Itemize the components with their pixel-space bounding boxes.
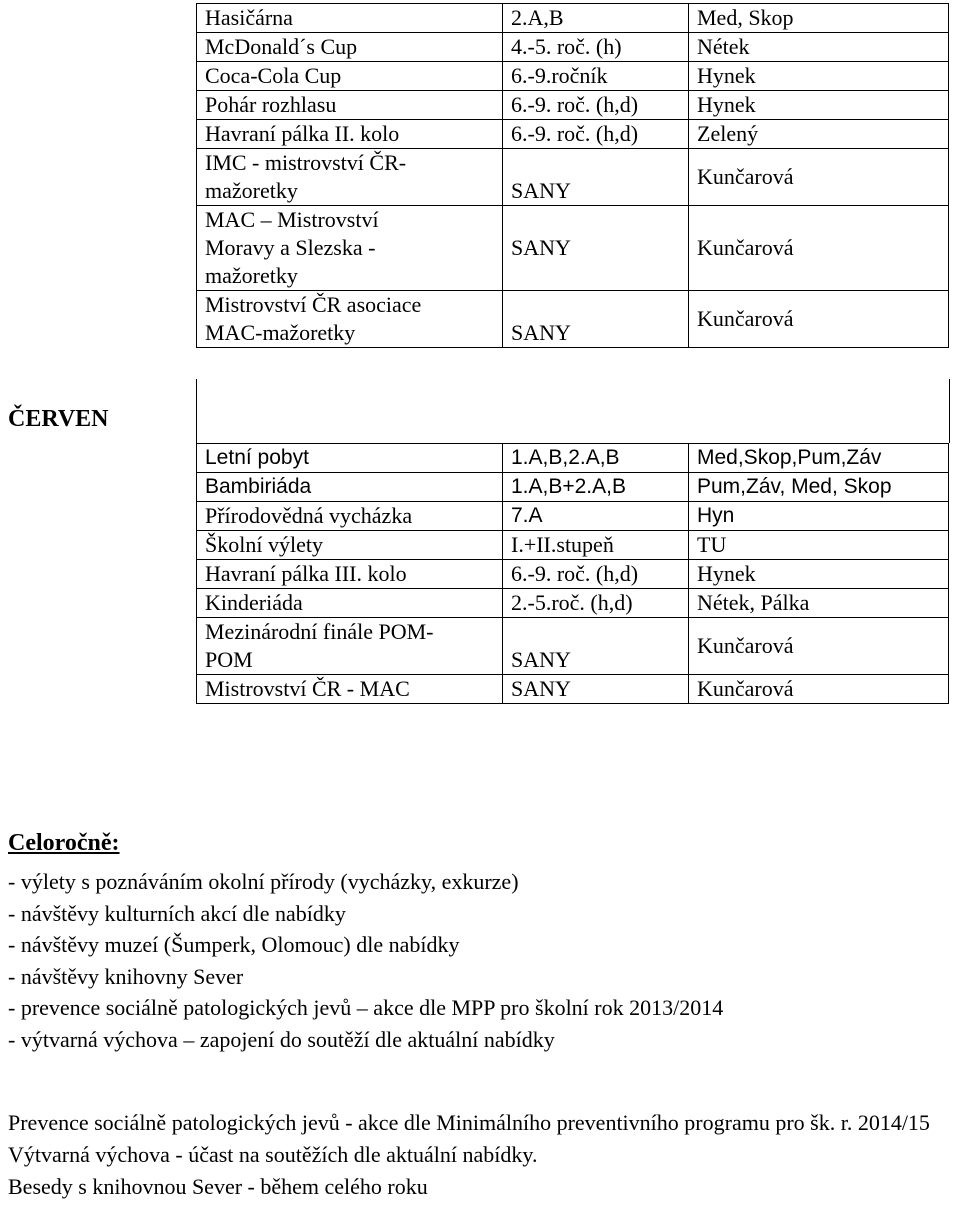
table-row	[197, 149, 949, 206]
class-cell: SANY	[503, 618, 689, 675]
teacher-cell: Kunčarová	[689, 618, 949, 675]
event-cell: Přírodovědná vycházka	[197, 502, 503, 531]
year-round-list	[8, 866, 723, 1055]
table-row	[197, 91, 949, 120]
class-cell: 7.A	[503, 502, 689, 531]
teacher-cell: Hyn	[689, 502, 949, 531]
event-cell: Coca-Cola Cup	[197, 62, 503, 91]
table-row	[197, 502, 949, 531]
class-cell: SANY	[503, 206, 689, 291]
month-label: ČERVEN	[8, 406, 109, 432]
teacher-cell: Hynek	[689, 62, 949, 91]
teacher-cell: TU	[689, 531, 949, 560]
class-cell: SANY	[503, 675, 689, 704]
note-line: Prevence sociálně patologických jevů - akce dle Minimálního preventivního programu pro šk. r. 2014/15	[8, 1110, 930, 1135]
table-row	[197, 531, 949, 560]
teacher-cell: Kunčarová	[689, 206, 949, 291]
class-cell: 6.-9.ročník	[503, 62, 689, 91]
table-row	[197, 473, 949, 502]
class-cell: 6.-9. roč. (h,d)	[503, 120, 689, 149]
event-cell: Havraní pálka III. kolo	[197, 560, 503, 589]
event-cell: Bambiriáda	[197, 473, 503, 502]
list-item: - návštěvy muzeí (Šumperk, Olomouc) dle nabídky	[8, 932, 460, 957]
event-cell: Mistrovství ČR - MAC	[197, 675, 503, 704]
teacher-cell: Zelený	[689, 120, 949, 149]
note-line: Besedy s knihovnou Sever - během celého roku	[8, 1174, 428, 1199]
class-cell: 4.-5. roč. (h)	[503, 33, 689, 62]
teacher-cell: Kunčarová	[689, 149, 949, 206]
teacher-cell: Kunčarová	[689, 291, 949, 348]
class-cell: 2.A,B	[503, 4, 689, 33]
class-cell: 2.-5.roč. (h,d)	[503, 589, 689, 618]
teacher-cell: Hynek	[689, 560, 949, 589]
table-row	[197, 206, 949, 291]
class-cell: I.+II.stupeň	[503, 531, 689, 560]
teacher-cell: Hynek	[689, 91, 949, 120]
list-item: - prevence sociálně patologických jevů – akce dle MPP pro školní rok 2013/2014	[8, 995, 724, 1020]
event-cell: IMC - mistrovství ČR- mažoretky	[197, 149, 503, 206]
event-cell: Mistrovství ČR asociace MAC-mažoretky	[197, 291, 503, 348]
teacher-cell: Kunčarová	[689, 675, 949, 704]
event-cell: Letní pobyt	[197, 444, 503, 473]
teacher-cell: Pum,Záv, Med, Skop	[689, 473, 949, 502]
schedule-table-bottom	[196, 443, 949, 704]
class-cell: SANY	[503, 291, 689, 348]
event-cell: McDonald´s Cup	[197, 33, 503, 62]
note-line: Výtvarná výchova - účast na soutěžích dle aktuální nabídky.	[8, 1142, 538, 1167]
event-cell: Pohár rozhlasu	[197, 91, 503, 120]
teacher-cell: Nétek	[689, 33, 949, 62]
notes-block	[8, 1107, 958, 1203]
table-row	[197, 4, 949, 33]
class-cell: 1.A,B+2.A,B	[503, 473, 689, 502]
table-row	[197, 33, 949, 62]
section-heading: Celoročně:	[8, 830, 120, 856]
event-cell: Kinderiáda	[197, 589, 503, 618]
list-item: - výlety s poznáváním okolní přírody (vycházky, exkurze)	[8, 869, 519, 894]
event-cell: Hasičárna	[197, 4, 503, 33]
table-row	[197, 444, 949, 473]
table-row	[197, 589, 949, 618]
class-cell: SANY	[503, 149, 689, 206]
table-row	[197, 291, 949, 348]
list-item: - návštěvy knihovny Sever	[8, 963, 244, 989]
table-row	[197, 618, 949, 675]
teacher-cell: Med, Skop	[689, 4, 949, 33]
class-cell: 6.-9. roč. (h,d)	[503, 560, 689, 589]
table-row	[197, 62, 949, 91]
class-cell: 1.A,B,2.A,B	[503, 444, 689, 473]
list-item: - návštěvy kulturních akcí dle nabídky	[8, 900, 346, 926]
event-cell: Mezinárodní finále POM- POM	[197, 618, 503, 675]
table-row	[197, 120, 949, 149]
event-cell: Havraní pálka II. kolo	[197, 120, 503, 149]
teacher-cell: Med,Skop,Pum,Záv	[689, 444, 949, 473]
list-item: - výtvarná výchova – zapojení do soutěží dle aktuální nabídky	[8, 1026, 555, 1052]
teacher-cell: Nétek, Pálka	[689, 589, 949, 618]
table-row	[197, 675, 949, 704]
class-cell: 6.-9. roč. (h,d)	[503, 91, 689, 120]
schedule-table-top	[196, 3, 949, 348]
event-cell: Školní výlety	[197, 531, 503, 560]
table-row	[197, 560, 949, 589]
table-gap-frame	[196, 379, 950, 443]
event-cell: MAC – Mistrovství Moravy a Slezska - mažoretky	[197, 206, 503, 291]
